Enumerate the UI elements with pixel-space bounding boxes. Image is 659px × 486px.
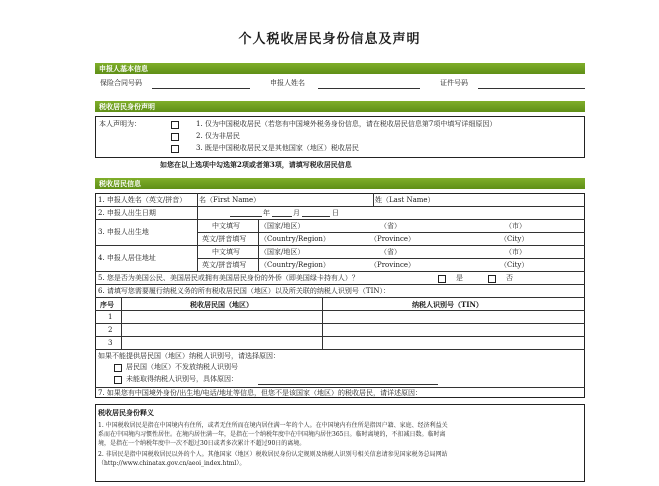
option3-checkbox[interactable] <box>171 145 179 153</box>
address-country-en[interactable]: （Country/Region） <box>260 261 330 269</box>
declare-label: 本人声明为： <box>99 120 141 128</box>
reason2-checkbox[interactable] <box>114 376 122 384</box>
address-province-cn[interactable]: （省） <box>380 248 401 256</box>
definition-line-4: 2. 非居民是指中国税收居民以外的个人。其他国家（地区）税收居民身份认定规则及纳税人识别号相关信息请参见国家税务总局网站 <box>98 451 448 458</box>
option1-text: 1. 仅为中国税收居民（若您有中国境外税务身份信息，请在税收居民信息第7项中填写详细原因） <box>196 120 497 128</box>
address-cn-label: 中文填写 <box>212 248 240 256</box>
yes-label: 是 <box>456 274 463 282</box>
birthplace-province-en[interactable]: （Province） <box>370 235 416 243</box>
last-name-label[interactable]: 姓（Last Name） <box>375 196 435 204</box>
year-label: 年 <box>263 209 270 217</box>
col-seq-header: 序号 <box>100 300 114 309</box>
no-tin-note: 如果不能提供居民国（地区）纳税人识别号，请选择原因： <box>98 352 280 360</box>
day-label: 日 <box>332 209 339 217</box>
reason2-field[interactable] <box>258 384 438 385</box>
row5-label: 5. 您是否为美国公民、美国居民或拥有美国居民身份的外侨（即美国绿卡持有人）？ <box>98 274 359 282</box>
col-country-header: 税收居民国（地区） <box>190 300 253 309</box>
definition-line-3: 境，是指在一个纳税年度中一次不超过30日或者多次累计不超过90日的离境。 <box>98 440 306 447</box>
address-city-en[interactable]: （City） <box>500 261 529 269</box>
address-city-cn[interactable]: （市） <box>505 248 526 256</box>
definition-link[interactable]: （http://www.chinatax.gov.cn/aeoi_index.html）。 <box>98 460 246 467</box>
birthplace-city-en[interactable]: （City） <box>500 235 529 243</box>
definition-line-2: 系而在中国境内习惯性居住。在境内居住满一年，是指在一个纳税年度中在中国境内居住365日。临时离境的，不扣减日数。临时离 <box>98 431 446 438</box>
birthplace-city-cn[interactable]: （市） <box>505 222 526 230</box>
birthplace-country-cn[interactable]: （国家/地区） <box>260 222 305 230</box>
row7-label: 7. 如果您有中国境外身份/出生地/电话/地址等信息，但您不是该国家（地区）的税收居民，请详述原因： <box>98 389 422 397</box>
definition-line-1: 1. 中国税收居民是指在中国境内有住所，或者无住所而在境内居住满一年的个人。在中国境内有住所是指因户籍、家庭、经济利益关 <box>98 422 448 429</box>
row2-label: 2. 申报人出生日期 <box>98 209 156 217</box>
us-person-no-checkbox[interactable] <box>488 275 496 283</box>
table-row: 3 <box>108 339 113 347</box>
address-province-en[interactable]: （Province） <box>370 261 416 269</box>
id-number-label: 证件号码 <box>440 79 468 87</box>
declaration-note: 如您在以上选项中勾选第2项或者第3项，请填写税收居民信息 <box>160 160 352 169</box>
reason1-checkbox[interactable] <box>114 364 122 372</box>
section-basic-info-header: 申报人基本信息 <box>95 63 585 74</box>
id-number-field[interactable] <box>478 88 585 89</box>
row1-label: 1. 申报人姓名（英文/拼音） <box>98 196 187 204</box>
option3-text: 3. 既是中国税收居民又是其他国家（地区）税收居民 <box>196 144 359 152</box>
option2-checkbox[interactable] <box>171 133 179 141</box>
col-tin-header: 纳税人识别号（TIN） <box>412 300 483 309</box>
table-row: 2 <box>108 326 113 334</box>
birth-day-field[interactable] <box>302 216 330 217</box>
month-label: 月 <box>293 209 300 217</box>
option2-text: 2. 仅为非居民 <box>196 132 240 140</box>
birthplace-province-cn[interactable]: （省） <box>380 222 401 230</box>
option1-checkbox[interactable] <box>171 121 179 129</box>
first-name-label[interactable]: 名（First Name） <box>199 196 261 204</box>
page-title: 个人税收居民身份信息及声明 <box>238 32 421 47</box>
birthplace-en-label: 英文/拼音填写 <box>202 235 247 243</box>
declarant-name-field[interactable] <box>318 88 420 89</box>
birth-month-field[interactable] <box>272 216 292 217</box>
address-en-label: 英文/拼音填写 <box>202 261 247 269</box>
section-declaration-header: 税收居民身份声明 <box>95 101 585 112</box>
policy-number-field[interactable] <box>152 88 250 89</box>
address-country-cn[interactable]: （国家/地区） <box>260 248 305 256</box>
no-label: 否 <box>506 274 513 282</box>
section-tax-residence-header: 税收居民信息 <box>95 178 585 189</box>
us-person-yes-checkbox[interactable] <box>438 275 446 283</box>
table-row: 1 <box>108 313 113 321</box>
policy-number-label: 保险合同号码 <box>100 79 142 87</box>
definitions-header: 税收居民身份释义 <box>98 408 154 417</box>
birth-year-field[interactable] <box>230 216 262 217</box>
row4-label: 4. 申报人居住地址 <box>98 254 156 262</box>
declarant-name-label: 申报人姓名 <box>270 79 305 87</box>
row6-label: 6. 请填写您需要履行纳税义务的所有税收居民国（地区）以及所关联的纳税人识别号（TIN）： <box>98 287 390 295</box>
birthplace-cn-label: 中文填写 <box>212 222 240 230</box>
reason2-text: 未能取得纳税人识别号，具体原因： <box>126 375 238 383</box>
birthplace-country-en[interactable]: （Country/Region） <box>260 235 330 243</box>
row3-label: 3. 申报人出生地 <box>98 228 149 236</box>
reason1-text: 居民国（地区）不发放纳税人识别号 <box>126 363 238 371</box>
